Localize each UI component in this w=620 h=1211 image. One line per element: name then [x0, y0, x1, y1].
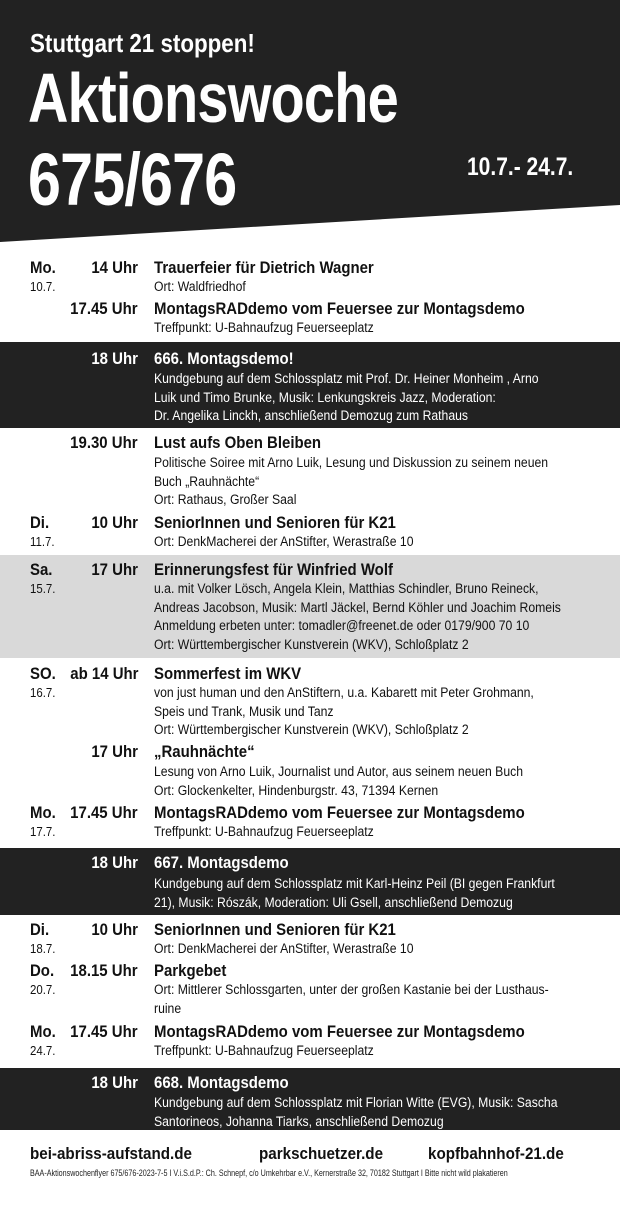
event-time: 18 Uhr — [91, 349, 138, 368]
event-title: SeniorInnen und Senioren für K21 — [154, 513, 396, 532]
event-detail: Buch „Rauhnächte“ — [154, 473, 260, 490]
event-detail: Luik und Timo Brunke, Musik: Lenkungskreis Jazz, Moderation: — [154, 389, 496, 406]
event-time: 17 Uhr — [91, 560, 138, 579]
event-title: Erinnerungsfest für Winfried Wolf — [154, 560, 393, 579]
event-day: Mo. — [30, 803, 56, 822]
event-detail: Treffpunkt: U-Bahnaufzug Feuerseeplatz — [154, 320, 374, 336]
event-row — [0, 658, 620, 740]
event-date: 17.7. — [30, 824, 56, 839]
event-day: Mo. — [30, 258, 56, 277]
event-time: 17.45 Uhr — [70, 299, 138, 318]
event-date: 18.7. — [30, 941, 56, 956]
event-day: Sa. — [30, 560, 53, 579]
link-bei-abriss-aufstand[interactable]: bei-abriss-aufstand.de — [30, 1145, 192, 1163]
event-detail: ruine — [154, 1000, 182, 1017]
event-detail: 21), Musik: Rószák, Moderation: Uli Gsell, anschließend Demozug — [154, 894, 513, 911]
event-title: 667. Montagsdemo — [154, 853, 289, 872]
event-row — [0, 915, 620, 959]
event-detail: Treffpunkt: U-Bahnaufzug Feuerseeplatz — [154, 1043, 374, 1059]
event-detail: Ort: DenkMacherei der AnStifter, Werastraße 10 — [154, 534, 414, 550]
event-time: 18 Uhr — [91, 853, 138, 872]
event-detail: Speis und Trank, Musik und Tanz — [154, 703, 334, 720]
event-row-highlight — [0, 342, 620, 428]
event-date: 24.7. — [30, 1043, 56, 1058]
event-detail: Treffpunkt: U-Bahnaufzug Feuerseeplatz — [154, 824, 374, 840]
event-detail: Ort: Waldfriedhof — [154, 279, 246, 295]
event-time: 10 Uhr — [91, 920, 138, 939]
event-row — [0, 512, 620, 555]
header-number: 675/676 — [28, 138, 237, 221]
event-row-highlight — [0, 1068, 620, 1130]
event-title: Sommerfest im WKV — [154, 664, 302, 683]
event-day: Mo. — [30, 1022, 56, 1041]
event-title: Parkgebet — [154, 961, 227, 980]
event-date: 15.7. — [30, 581, 56, 596]
link-kopfbahnhof-21[interactable]: kopfbahnhof-21.de — [428, 1145, 564, 1163]
event-row — [0, 800, 620, 848]
event-title: „Rauhnächte“ — [154, 742, 255, 761]
event-title: MontagsRADdemo vom Feuersee zur Montagsdemo — [154, 1022, 525, 1041]
event-detail: Politische Soiree mit Arno Luik, Lesung und Diskussion zu seinem neuen — [154, 455, 549, 471]
event-time: 18.15 Uhr — [70, 961, 138, 980]
event-time: ab 14 Uhr — [69, 664, 138, 683]
event-title: MontagsRADdemo vom Feuersee zur Montagsdemo — [154, 803, 525, 822]
event-detail: Kundgebung auf dem Schlossplatz mit Karl-Heinz Peil (BI gegen Frankfurt — [154, 876, 555, 892]
event-day: SO. — [30, 664, 56, 683]
event-day: Di. — [30, 513, 50, 532]
event-detail: Anmeldung erbeten unter: tomadler@freenet.de oder 0179/900 70 10 — [154, 618, 530, 635]
event-title: SeniorInnen und Senioren für K21 — [154, 920, 396, 939]
event-detail: Ort: Glockenkelter, Hindenburgstr. 43, 71394 Kernen — [154, 782, 439, 799]
event-time: 17 Uhr — [91, 742, 138, 761]
event-detail: Ort: Mittlerer Schlossgarten, unter der großen Kastanie bei der Lusthaus- — [154, 982, 549, 998]
header-subtitle: Stuttgart 21 stoppen! — [30, 28, 255, 58]
event-detail: Andreas Jacobson, Musik: Martl Jäckel, Bernd Köhler und Joachim Romeis — [154, 599, 561, 616]
header-banner — [0, 0, 620, 245]
event-row-highlight — [0, 848, 620, 915]
event-time: 19.30 Uhr — [70, 433, 138, 452]
footer-fine-print: BAA-Aktionswochenflyer 675/676-2023-7-5 I V.i.S.d.P.: Ch. Schnepf, c/o Umkehrbar e.V., Kernerstraße 32, 70182 Stuttgart I Bitte nicht wild plakatieren — [30, 1168, 508, 1178]
event-detail: Ort: Württembergischer Kunstverein (WKV), Schloßplatz 2 — [154, 722, 469, 739]
event-detail: Kundgebung auf dem Schlossplatz mit Prof. Dr. Heiner Monheim , Arno — [154, 371, 539, 387]
event-title: MontagsRADdemo vom Feuersee zur Montagsdemo — [154, 299, 525, 318]
event-row — [0, 297, 620, 342]
event-row — [0, 256, 620, 297]
event-day: Do. — [30, 961, 55, 980]
event-date: 20.7. — [30, 982, 56, 997]
event-title: 668. Montagsdemo — [154, 1073, 289, 1092]
event-day: Di. — [30, 920, 50, 939]
event-date: 10.7. — [30, 279, 56, 294]
link-parkschuetzer[interactable]: parkschuetzer.de — [259, 1145, 384, 1163]
event-time: 14 Uhr — [91, 258, 138, 277]
header-title: Aktionswoche — [28, 59, 399, 137]
event-time: 18 Uhr — [91, 1073, 138, 1092]
event-detail: Ort: Württembergischer Kunstverein (WKV), Schloßplatz 2 — [154, 636, 469, 653]
event-detail: Ort: Rathaus, Großer Saal — [154, 492, 297, 509]
event-row — [0, 959, 620, 1021]
event-time: 10 Uhr — [91, 513, 138, 532]
event-row — [0, 428, 620, 512]
event-detail: Kundgebung auf dem Schlossplatz mit Florian Witte (EVG), Musik: Sascha — [154, 1095, 558, 1111]
event-detail: von just human und den AnStiftern, u.a. Kabarett mit Peter Grohmann, — [154, 685, 534, 701]
event-detail: Dr. Angelika Linckh, anschließend Demozug zum Rathaus — [154, 408, 469, 425]
event-time: 17.45 Uhr — [70, 1022, 138, 1041]
event-detail: Santorineos, Johanna Tiarks, anschließend Demozug — [154, 1113, 444, 1130]
event-date: 16.7. — [30, 685, 56, 700]
event-time: 17.45 Uhr — [70, 803, 138, 822]
event-row-highlight — [0, 555, 620, 658]
event-row — [0, 1021, 620, 1068]
event-row — [0, 740, 620, 800]
event-title: Trauerfeier für Dietrich Wagner — [154, 258, 374, 277]
header-date-range: 10.7.- 24.7. — [467, 153, 574, 181]
event-detail: Ort: DenkMacherei der AnStifter, Werastraße 10 — [154, 941, 414, 957]
event-detail: Lesung von Arno Luik, Journalist und Autor, aus seinem neuen Buch — [154, 764, 524, 780]
event-date: 11.7. — [30, 534, 55, 549]
event-title: 666. Montagsdemo! — [154, 349, 294, 368]
event-detail: u.a. mit Volker Lösch, Angela Klein, Matthias Schindler, Bruno Reineck, — [154, 581, 539, 597]
event-title: Lust aufs Oben Bleiben — [154, 433, 322, 452]
